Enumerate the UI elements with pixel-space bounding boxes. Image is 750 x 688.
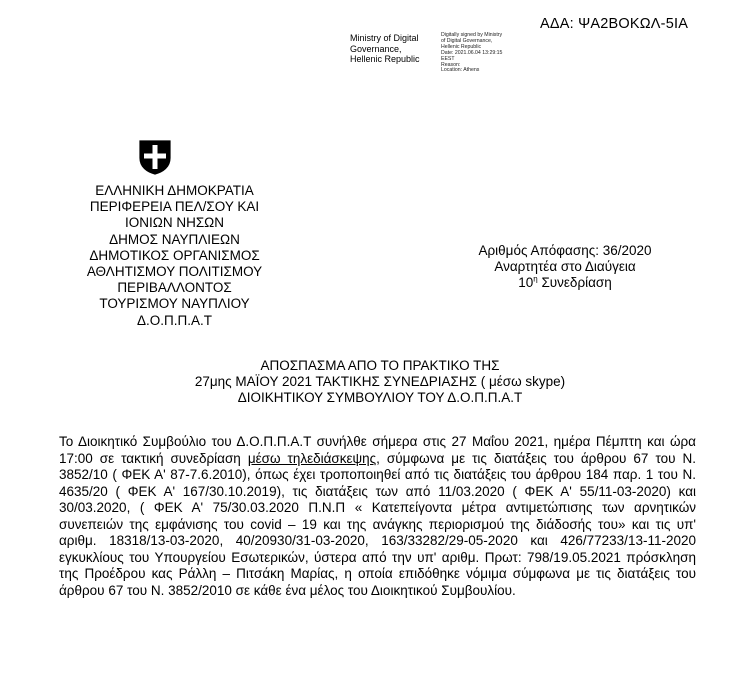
org-line: ΤΟΥΡΙΣΜΟΥ ΝΑΥΠΛΙΟΥ	[99, 296, 250, 312]
session-number: $10^\eta$ Συνεδρίαση	[518, 274, 612, 291]
signature-detail-line: EEST	[441, 55, 455, 62]
signature-signer-line: Ministry of Digital	[350, 33, 419, 43]
excerpt-line: ΑΠΟΣΠΑΣΜΑ ΑΠΟ ΤΟ ΠΡΑΚΤΙΚΟ ΤΗΣ	[260, 358, 500, 373]
teleconference-note: μέσω τηλεδιάσκεψης,	[247, 450, 380, 466]
signature-signer-line: Hellenic Republic	[350, 54, 420, 64]
decision-posted-note: Αναρτητέα στο Διαύγεια	[494, 259, 636, 275]
org-line: ΑΘΛΗΤΙΣΜΟΥ ΠΟΛΙΤΙΣΜΟΥ	[86, 264, 263, 280]
org-line: Δ.Ο.Π.Π.Α.Τ	[136, 312, 213, 328]
org-line: ΠΕΡΙΦΕΡΕΙΑ ΠΕΛ/ΣΟΥ ΚΑΙ	[89, 199, 260, 215]
excerpt-line: ΔΙΟΙΚΗΤΙΚΟΥ ΣΥΜΒΟΥΛΙΟΥ ΤΟΥ Δ.Ο.Π.Π.Α.Τ	[237, 390, 523, 406]
org-line: ΔΗΜΟΣ ΝΑΥΠΛΙΕΩΝ	[109, 231, 240, 247]
signature-detail-line: Hellenic Republic	[441, 43, 482, 50]
signature-detail-line: of Digital Governance,	[441, 37, 493, 44]
excerpt-heading	[170, 358, 590, 407]
minutes-body-paragraph: Το Διοικητικό Συμβούλιο του Δ.Ο.Π.Π.Α.Τ συνήλθε σήμερα στις 27 Μαΐου 2021, ημέρα Πέμπτη και ώρα 17:00 σε τακτική συνεδρίαση μέσω τηλεδιάσκεψης, σύμφωνα με τις διατάξεις του άρθρου 67 του Ν. 3852/10 ( ΦΕΚ Α' 87-7.6.2010), όπως έχει τροποποιηθεί από τις διατάξεις του άρθρου 184 παρ. 1 του Ν. 4635/20 ( ΦΕΚ Α' 167/30.10.2019), τις διατάξεις των από 11/03.2020 ( ΦΕΚ Α' 55/11-03-2020) και 30/03.2020, ( ΦΕΚ Α' 75/30.03.2020 Π.Ν.Π « Κατεπείγοντα μέτρα αντιμετώπισης των αρνητικών συνεπειών της εμφάνισης του covid – 19 και της ανάγκης περιορισμού της διάδοσής του» και τις υπ' αριθμ. 18318/13-03-2020, 40/20930/31-03-2020, 163/33282/29-05-2020 και 426/77233/13-11-2020 εγκυκλίους του Υπουργείου Εσωτερικών, ύστερα από την υπ' αριθμ. Πρωτ: 798/19.05.2021 πρόσκληση της Προέδρου κας Ράλλη – Πιτσάκη Μαρίας, η οποία επιδόθηκε νόμιμα σύμφωνα με τις διατάξεις του άρθρου 67 του Ν. 3852/2010 σε κάθε ένα μέλος του Διοικητικού Συμβουλίου.	[59, 434, 697, 598]
greek-coat-of-arms-icon	[136, 138, 174, 176]
ada-code: ΑΔΑ: ΨΑ2ΒΟΚΩΛ-5ΙΑ	[540, 16, 689, 32]
signature-detail-line: Digitally signed by Ministry	[441, 32, 503, 38]
signature-signer-line: Governance,	[350, 43, 402, 54]
decision-info	[445, 243, 685, 292]
org-line: ΔΗΜΟΤΙΚΟΣ ΟΡΓΑΝΙΣΜΟΣ	[89, 247, 260, 263]
org-line: ΠΕΡΙΒΑΛΛΟΝΤΟΣ	[117, 280, 232, 296]
org-line: ΙΟΝΙΩΝ ΝΗΣΩΝ	[124, 215, 225, 231]
signature-detail-line: Location: Athens	[441, 67, 480, 74]
signature-details	[441, 33, 502, 74]
org-line: ΕΛΛΗΝΙΚΗ ΔΗΜΟΚΡΑΤΙΑ	[95, 183, 254, 198]
issuing-organization	[58, 183, 291, 329]
excerpt-line: 27μης ΜΑΪΟΥ 2021 ΤΑΚΤΙΚΗΣ ΣΥΝΕΔΡΙΑΣΗΣ ( μέσω skype)	[194, 374, 566, 390]
signature-signer	[350, 33, 420, 65]
signature-detail-line: Date: 2021.06.04 13:29:15	[441, 49, 503, 56]
decision-number: Αριθμός Απόφασης: 36/2020	[478, 243, 652, 258]
signature-detail-line: Reason:	[441, 61, 461, 68]
